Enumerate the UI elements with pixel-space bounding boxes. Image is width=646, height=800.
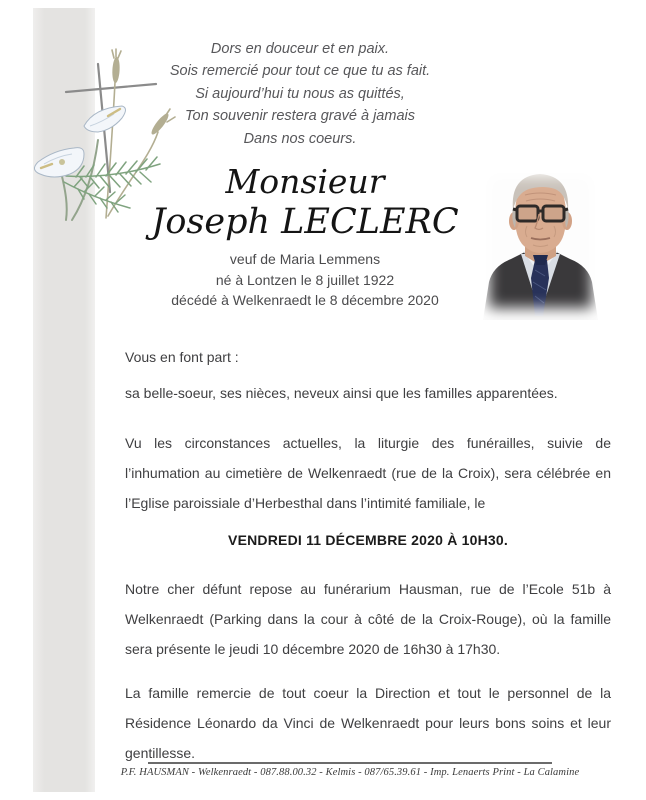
death-line: décédé à Welkenraedt le 8 décembre 2020 bbox=[171, 292, 439, 308]
ceremony-date-line: VENDREDI 11 DÉCEMBRE 2020 À 10H30. bbox=[228, 532, 508, 548]
poem-line: Si aujourd’hui tu nous as quittés, bbox=[195, 85, 405, 102]
birth-line: né à Lontzen le 8 juillet 1922 bbox=[215, 271, 395, 288]
announcement-body bbox=[125, 336, 611, 782]
relation-line: veuf de Maria Lemmens bbox=[229, 251, 381, 267]
poem-line: Dors en douceur et en paix. bbox=[210, 41, 390, 57]
deceased-header bbox=[95, 163, 515, 311]
poem-line: Ton souvenir restera gravé à jamais bbox=[185, 108, 415, 125]
funeral-home-footer: P.F. HAUSMAN - Welkenraedt - 087.88.00.32 - Kelmis - 087/65.39.61 - Imp. Lenaerts Print - La Calamine bbox=[120, 767, 580, 778]
thanks-paragraph: La famille remercie de tout coeur la Direction et tout le personnel de la Résidence Léonardo da Vinci de Welkenraedt pour leurs bons soins et leur gentillesse. bbox=[125, 685, 611, 761]
deceased-title: Monsieur bbox=[225, 162, 385, 201]
portrait-photo bbox=[477, 164, 604, 320]
ceremony-paragraph: Vu les circonstances actuelles, la liturgie des funérailles, suivie de l’inhumation au cimetière de Welkenraedt (rue de la Croix), sera célébrée en l’Eglise paroissiale d’Herbesthal dans l’intimité familiale, le bbox=[125, 435, 611, 511]
memorial-poem bbox=[80, 38, 520, 150]
visitation-paragraph: Notre cher défunt repose au funérarium Hausman, rue de l’Ecole 51b à Welkenraedt (Parking dans la cour à côté de la Croix-Rouge), où la famille sera présente le jeudi 10 décembre 2020 de 16h30 à 17h30. bbox=[125, 581, 611, 657]
footer-rule bbox=[148, 762, 552, 764]
poem-line: Sois remercié pour tout ce que tu as fait. bbox=[169, 63, 431, 80]
intro-line: Vous en font part : bbox=[125, 349, 239, 365]
poem-line: Dans nos coeurs. bbox=[243, 130, 357, 147]
deceased-name: Joseph LECLERC bbox=[151, 202, 459, 242]
family-line: sa belle-soeur, ses nièces, neveux ainsi que les familles apparentées. bbox=[125, 385, 558, 401]
